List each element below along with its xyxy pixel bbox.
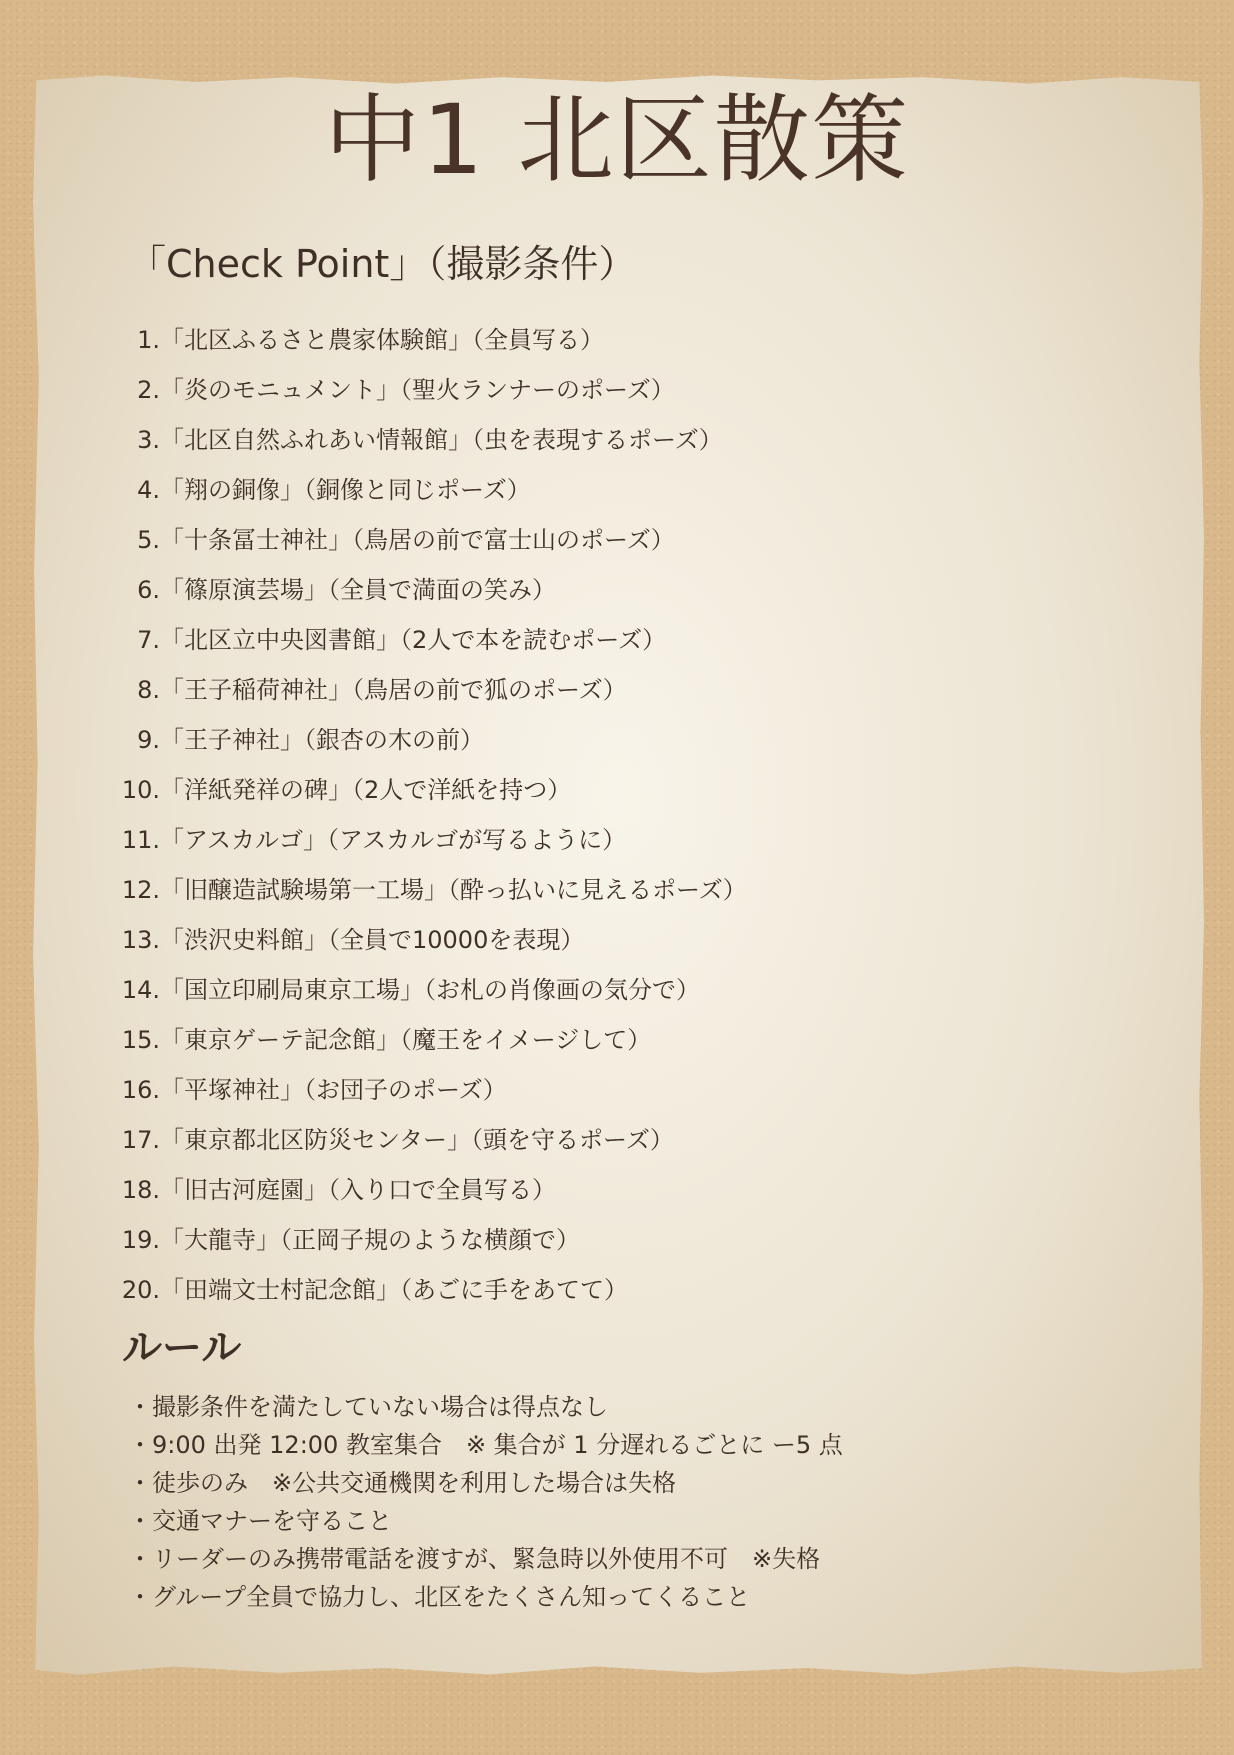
checkpoint-number: 8. [137, 676, 160, 704]
checkpoint-item-9 [118, 715, 747, 765]
checkpoint-number: 4. [137, 476, 160, 504]
page-title: 中1 北区散策 [324, 84, 910, 196]
checkpoint-item-6 [118, 565, 747, 615]
checkpoint-item-8 [118, 665, 747, 715]
checkpoint-text: 「東京都北区防災センター」（頭を守るポーズ） [160, 1126, 674, 1154]
rules-heading: ルール [122, 1325, 242, 1371]
checkpoint-number: 20. [121, 1276, 160, 1304]
checkpoint-text: 「渋沢史料館」（全員で10000を表現） [160, 926, 585, 954]
checkpoint-text: 「大龍寺」（正岡子規のような横顔で） [160, 1226, 580, 1254]
checkpoint-item-13 [118, 915, 747, 965]
checkpoint-number: 1. [137, 326, 160, 354]
checkpoint-item-2 [118, 365, 747, 415]
checkpoint-number: 11. [121, 826, 160, 854]
checkpoint-number: 13. [121, 926, 160, 954]
checkpoint-number: 16. [121, 1076, 160, 1104]
checkpoint-text: 「洋紙発祥の碑」（2人で洋紙を持つ） [160, 776, 572, 804]
rule-item-4: ・交通マナーを守ること [128, 1507, 392, 1535]
checkpoint-number: 18. [121, 1176, 160, 1204]
checkpoint-text: 「北区自然ふれあい情報館」（虫を表現するポーズ） [160, 426, 723, 454]
rule-item-3: ・徒歩のみ ※公共交通機関を利用した場合は失格 [128, 1469, 677, 1497]
checkpoint-number: 2. [137, 376, 160, 404]
checkpoint-number: 12. [121, 876, 160, 904]
checkpoint-number: 19. [121, 1226, 160, 1254]
checkpoint-item-16 [118, 1065, 747, 1115]
checkpoint-text: 「東京ゲーテ記念館」（魔王をイメージして） [160, 1026, 652, 1054]
checkpoint-text: 「田端文士村記念館」（あごに手をあてて） [160, 1276, 628, 1304]
checkpoint-number: 10. [121, 776, 160, 804]
checkpoint-text: 「国立印刷局東京工場」（お札の肖像画の気分で） [160, 976, 700, 1004]
checkpoint-text: 「炎のモニュメント」（聖火ランナーのポーズ） [160, 376, 675, 404]
checkpoint-item-4 [118, 465, 747, 515]
rule-item-6: ・グループ全員で協力し、北区をたくさん知ってくること [128, 1583, 751, 1611]
checkpoint-list [118, 315, 747, 1315]
checkpoint-number: 17. [121, 1126, 160, 1154]
checkpoint-item-10 [118, 765, 747, 815]
checkpoint-text: 「アスカルゴ」（アスカルゴが写るように） [160, 826, 627, 854]
checkpoint-item-20 [118, 1265, 747, 1315]
checkpoint-text: 「北区立中央図書館」（2人で本を読むポーズ） [160, 626, 667, 654]
checkpoint-item-17 [118, 1115, 747, 1165]
checkpoint-number: 6. [137, 576, 160, 604]
checkpoint-text: 「王子稲荷神社」（鳥居の前で狐のポーズ） [160, 676, 627, 704]
checkpoint-text: 「篠原演芸場」（全員で満面の笑み） [160, 576, 556, 604]
checkpoint-number: 5. [137, 526, 160, 554]
checkpoint-text: 「王子神社」（銀杏の木の前） [160, 726, 484, 754]
checkpoint-heading: 「Check Point」（撮影条件） [128, 242, 637, 286]
rule-item-2: ・9:00 出発 12:00 教室集合 ※ 集合が 1 分遅れるごとに ー5 点 [128, 1431, 843, 1459]
checkpoint-text: 「平塚神社」（お団子のポーズ） [160, 1076, 507, 1104]
checkpoint-item-15 [118, 1015, 747, 1065]
checkpoint-text: 「北区ふるさと農家体験館」（全員写る） [160, 326, 604, 354]
rules-list [128, 1388, 843, 1616]
checkpoint-item-5 [118, 515, 747, 565]
checkpoint-item-18 [118, 1165, 747, 1215]
checkpoint-text: 「十条冨士神社」（鳥居の前で富士山のポーズ） [160, 526, 675, 554]
checkpoint-item-12 [118, 865, 747, 915]
checkpoint-text: 「旧古河庭園」（入り口で全員写る） [160, 1176, 556, 1204]
checkpoint-item-14 [118, 965, 747, 1015]
checkpoint-number: 7. [137, 626, 160, 654]
checkpoint-item-1 [118, 315, 747, 365]
checkpoint-item-7 [118, 615, 747, 665]
checkpoint-item-11 [118, 815, 747, 865]
checkpoint-number: 14. [121, 976, 160, 1004]
checkpoint-text: 「旧醸造試験場第一工場」（酔っ払いに見えるポーズ） [160, 876, 747, 904]
checkpoint-number: 3. [137, 426, 160, 454]
checkpoint-item-3 [118, 415, 747, 465]
checkpoint-item-19 [118, 1215, 747, 1265]
checkpoint-number: 15. [121, 1026, 160, 1054]
checkpoint-number: 9. [137, 726, 160, 754]
rule-item-1: ・撮影条件を満たしていない場合は得点なし [128, 1393, 608, 1421]
checkpoint-text: 「翔の銅像」（銅像と同じポーズ） [160, 476, 531, 504]
rule-item-5: ・リーダーのみ携帯電話を渡すが、緊急時以外使用不可 ※失格 [128, 1545, 821, 1573]
